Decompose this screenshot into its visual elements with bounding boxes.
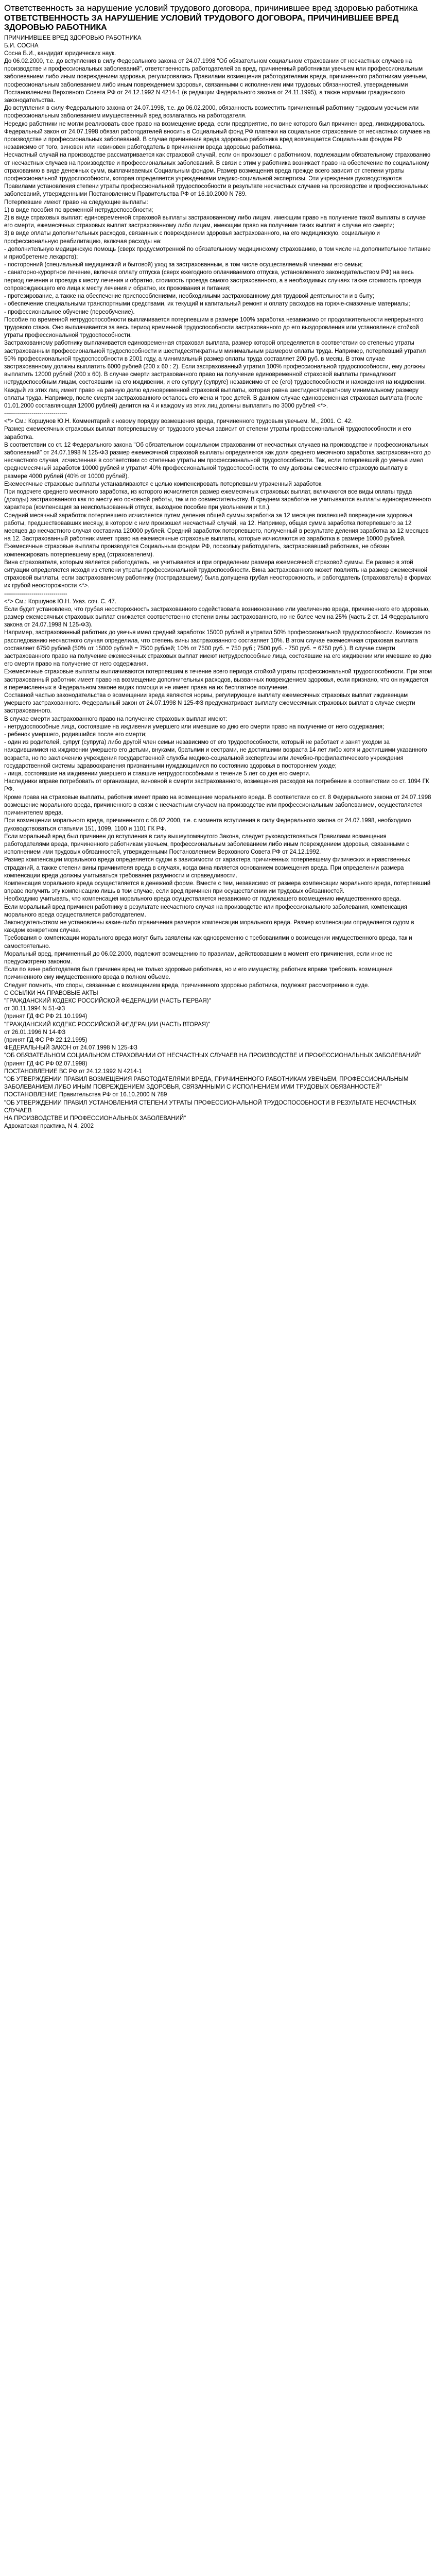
paragraph: Размер ежемесячных страховых выплат потерпевшему от трудового увечья зависит от степени утраты профессиональной трудоспособности и его заработка.	[4, 426, 411, 440]
paragraph: Пособие по временной нетрудоспособности выплачивается потерпевшим в размере 100% заработка независимо от продолжительности непрерывного трудового стажа. Оно выплачивается за весь период временной трудоспособности застрахованного до его выздоровления или установления стойкой утраты профессиональной трудоспособности.	[4, 316, 424, 339]
article-body	[4, 58, 432, 410]
paragraph: 1) в виде пособия по временной нетрудоспособности;	[4, 207, 153, 213]
paragraph: Потерпевшие имеют право на следующие выплаты:	[4, 199, 148, 206]
paragraph: Размер компенсации морального вреда определяется судом в зависимости от характера причиненных потерпевшему физических и нравственных страданий, а также степени вины причинителя вреда в случаях, когда вина является основанием возмещения вреда. При определении размера компенсации вреда должны учитываться требования разумности и справедливости.	[4, 857, 410, 879]
law-reference: "ОБ ОБЯЗАТЕЛЬНОМ СОЦИАЛЬНОМ СТРАХОВАНИИ ОТ НЕСЧАСТНЫХ СЛУЧАЕВ НА ПРОИЗВОДСТВЕ И ПРОФЕССИОНАЛЬНЫХ ЗАБОЛЕВАНИЙ"	[4, 1053, 421, 1059]
paragraph: - санаторно-курортное лечение, включая оплату отпуска (сверх ежегодного оплачиваемого отпуска, установленного законодательством РФ) на весь период лечения и проезда к месту лечения и обратно, стоимость проезда самого застрахованного, а в необходимых случаях также стоимость проезда сопровождающего его лица к месту лечения и обратно, их проживания и питания;	[4, 269, 422, 292]
author-line: Сосна Б.И., кандидат юридических наук.	[4, 50, 116, 57]
paragraph: - профессиональное обучение (переобучение).	[4, 309, 135, 315]
paragraph: Требования о компенсации морального вреда могут быть заявлены как одновременно с требованиями о возмещении имущественного вреда, так и самостоятельно.	[4, 935, 412, 950]
paragraph: До вступления в силу Федерального закона от 24.07.1998, т.е. до 06.02.2000, обязанность возместить причиненный работнику трудовым увечьем или профессиональным заболеванием имущественный вред возлагалась на работодателя.	[4, 105, 419, 120]
law-reference: ПОСТАНОВЛЕНИЕ ВС РФ от 24.12.1992 N 4214-1	[4, 1068, 142, 1075]
article-title: ОТВЕТСТВЕННОСТЬ ЗА НАРУШЕНИЕ УСЛОВИЙ ТРУДОВОГО ДОГОВОРА, ПРИЧИНИВШЕЕ ВРЕД ЗДОРОВЬЮ РАБОТНИКА	[4, 14, 399, 32]
paragraph: Следует помнить, что споры, связанные с возмещением вреда, причиненного здоровью работника, подлежат рассмотрению в суде.	[4, 982, 370, 989]
law-reference: (принят ГД ФС РФ 21.10.1994)	[4, 1013, 88, 1020]
paragraph: Вина страхователя, которым является работодатель, не учитывается и при определении размера ежемесячной страховой суммы. Ее размер в этой ситуации определяется исходя из степени утраты профессиональной трудоспособности. Вина застрахованного может повлиять на размер ежемесячной страховой выплаты, если застрахованному работнику (пострадавшему) была допущена грубая неосторожность, и работодатель (страхователь) в формах их грубой неосторожности <*>.	[4, 559, 431, 589]
law-reference: ФЕДЕРАЛЬНЫЙ ЗАКОН от 24.07.1998 N 125-ФЗ	[4, 1045, 137, 1052]
paragraph: Наследники вправе потребовать от организации, виновной в смерти застрахованного, возмещения расходов на погребение в соответствии со ст. 1094 ГК РФ.	[4, 778, 429, 793]
paragraph: С ССЫЛКИ НА ПРАВОВЫЕ АКТЫ	[4, 990, 98, 996]
paragraph: До 06.02.2000, т.е. до вступления в силу Федерального закона от 24.07.1998 "Об обязательном социальном страховании от несчастных случаев на производстве и профессиональных заболеваний", ответственность работодателей за вред, причиненный работникам увечьем или профессиональным заболеванием либо иным повреждением здоровья, регулировалась Правилами возмещения работодателями вреда, причиненного работникам увечьем, профессиональным заболеванием либо иным повреждением здоровья, связанными с исполнением ими трудовых обязанностей, утвержденными Постановлением Верховного Совета РФ от 24.12.1992 N 4214-1 (в редакции Федерального закона от 24.11.1995), а также нормами гражданского законодательства.	[4, 58, 428, 104]
footnote: <*> См.: Коршунов Ю.Н. Комментарий к новому порядку возмещения вреда, причиненного трудовым увечьем. М., 2001. С. 42.	[4, 418, 353, 425]
author-block	[4, 35, 432, 58]
footnote-separator: --------------------------------	[4, 590, 67, 597]
paragraph: В случае смерти застрахованного право на получение страховых выплат имеют:	[4, 716, 228, 722]
author-line: ПРИЧИНИВШЕЕ ВРЕД ЗДОРОВЬЮ РАБОТНИКА	[4, 35, 142, 41]
paragraph: Законодательством не установлены какие-либо ограничения размеров компенсации морального вреда. Размер компенсации определяется судом в каждом конкретном случае.	[4, 919, 414, 934]
paragraph: В соответствии со ст. 12 Федерального закона "Об обязательном социальном страховании от несчастных случаев на производстве и профессиональных заболеваний" от 24.07.1998 N 125-ФЗ размер ежемесячной страховой выплаты определяется как доля среднего месячного заработка застрахованного до несчастного случая, исчисленная в соответствии со степенью утраты им профессиональной трудоспособности. Так, если потерпевший до увечья имел среднемесячный заработок 10000 рублей и утратил 40% профессиональной трудоспособности, то ему должны ежемесячно страховую выплату в размере 4000 рублей (40% от 10000 рублей).	[4, 442, 431, 480]
author-line: Б.И. СОСНА	[4, 43, 39, 49]
paragraph: - дополнительную медицинскую помощь (сверх предусмотренной по обязательному медицинскому страхованию, в том числе на дополнительное питание и приобретение лекарств);	[4, 246, 431, 261]
law-reference: Адвокатская практика, N 4, 2002	[4, 1123, 94, 1130]
law-reference: "ГРАЖДАНСКИЙ КОДЕКС РОССИЙСКОЙ ФЕДЕРАЦИИ (ЧАСТЬ ВТОРАЯ)"	[4, 1021, 210, 1028]
paragraph: Компенсация морального вреда осуществляется в денежной форме. Вместе с тем, независимо от размера компенсации морального вреда, потерпевший вправе получить эту компенсацию лишь в том случае, если вред причинен при осуществлении им трудовых обязанностей.	[4, 880, 431, 895]
paragraph: Средний месячный заработок потерпевшего исчисляется путем деления общей суммы заработка за 12 месяцев повлекшей повреждение здоровья работы, предшествовавших месяцу, в котором с ним произошел несчастный случай, на 12. Например, общая сумма заработка потерпевшего за 12 месяцев до несчастного случая составила 120000 рублей. Средний заработок потерпевшего, полученный в результате деления заработка за 12 месяцев на 12. Застрахованный работник имеет право на ежемесячные страховые выплаты, которые исчисляются из заработка в размере 10000 рублей. Ежемесячные страховые выплаты производятся Социальным фондом РФ, поскольку работодатель, застраховавший работника, не обязан компенсировать потерпевшему вред (страхователем).	[4, 512, 429, 558]
law-reference: ПОСТАНОВЛЕНИЕ Правительства РФ от 16.10.2000 N 789	[4, 1092, 167, 1098]
paragraph: Застрахованному работнику выплачивается единовременная страховая выплата, размер которой определяется в соответствии со степенью утраты застрахованным профессиональной трудоспособности и шестидесятикратным минимальным размером оплаты труда. Например, потерпевший утратил 50% профессиональной трудоспособности в 2001 году, а минимальный размер оплаты труда составляет 200 руб. в месяц. В этом случае застрахованному должны выплатить 6000 рублей (200 x 60 : 2). Если застрахованный утратил 100% профессиональной трудоспособности, ему должны выплатить 12000 рублей (200 x 60). В случае смерти застрахованного право на получение единовременной страховой выплаты принадлежит нетрудоспособным лицам, состоявшим на его иждивении, и его супругу (супруге) независимо от ее (его) трудоспособности и нахождения на иждивении. Каждый из этих лиц имеет право на равную долю единовременной страховой выплаты, которая равна шестидесятикратному минимальному размеру оплаты труда. Например, после смерти застрахованного осталось его жена и трое детей. В данном случае единовременная страховая выплата (после 01.01.2000 составляющая 12000 рублей) делится на 4 и каждому из этих лиц должны выплатить по 3000 рублей <*>.	[4, 340, 426, 409]
paragraph: - ребенок умершего, родившийся после его смерти;	[4, 732, 147, 738]
article-body-final	[4, 606, 432, 997]
paragraph: Нередко работники не могли реализовать свое право на возмещение вреда, если предприятие, по вине которого был причинен вред, ликвидировалось. Федеральный закон от 24.07.1998 обязал работодателей вносить в Социальный фонд РФ платежи на социальное страхование от несчастных случаев на производстве и профессиональных заболеваний. В случае причинения вреда здоровью работника вред возмещается Социальным фондом РФ независимо от того, виновен или невиновен работодатель в причинении вреда здоровью работника.	[4, 121, 430, 151]
article-body-continued	[4, 426, 432, 590]
paragraph: - обеспечение специальными транспортными средствами, их текущий и капитальный ремонт и оплату расходов на горюче-смазочные материалы;	[4, 301, 410, 308]
law-reference: "ГРАЖДАНСКИЙ КОДЕКС РОССИЙСКОЙ ФЕДЕРАЦИИ (ЧАСТЬ ПЕРВАЯ)"	[4, 997, 211, 1004]
paragraph: Если будет установлено, что грубая неосторожность застрахованного содействовала возникновению или увеличению вреда, причиненного его здоровью, размер ежемесячных страховых выплат снижается соответственно степени вины застрахованного, но не более чем на 25% (часть 2 ст. 14 Федерального закона от 24.07.1998 N 125-ФЗ).	[4, 606, 430, 629]
law-reference: НА ПРОИЗВОДСТВЕ И ПРОФЕССИОНАЛЬНЫХ ЗАБОЛЕВАНИЙ"	[4, 1115, 186, 1122]
paragraph: Если по вине работодателя был причинен вред не только здоровью работника, но и его имуществу, работник вправе требовать возмещения причиненного ему имущественного вреда в полном объеме.	[4, 967, 393, 981]
page-title: Ответственность за нарушение условий трудового договора, причинившее вред здоровью работника	[4, 3, 418, 13]
footnote: <*> См.: Коршунов Ю.Н. Указ. соч. С. 47.	[4, 598, 117, 605]
paragraph: При подсчете среднего месячного заработка, из которого исчисляется размер ежемесячных страховых выплат, включаются все виды оплаты труда (доходы) застрахованного как по месту его основной работы, так и по совместительству. В среднем заработке не учитываются выплаты единовременного характера (компенсация за неиспользованный отпуск, выходное пособие при увольнении и т.п.).	[4, 488, 431, 511]
law-reference: (принят ГД ФС РФ 22.12.1995)	[4, 1037, 88, 1043]
footnote-separator: --------------------------------	[4, 411, 67, 417]
law-reference: (принят ГД ФС РФ 02.07.1998)	[4, 1060, 88, 1067]
paragraph: - лица, состоявшие на иждивении умершего и ставшие нетрудоспособными в течение 5 лет со дня его смерти.	[4, 771, 311, 777]
law-reference: от 30.11.1994 N 51-ФЗ	[4, 1006, 65, 1012]
paragraph: - протезирование, а также на обеспечение приспособлениями, необходимыми застрахованному для трудовой деятельности и в быту;	[4, 293, 374, 300]
law-reference: от 26.01.1996 N 14-ФЗ	[4, 1029, 66, 1036]
paragraph: Ежемесячные страховые выплаты устанавливаются с целью компенсировать потерпевшим утраченный заработок.	[4, 481, 323, 487]
paragraph: Если моральный вред был причинен до вступления в силу вышеупомянутого Закона, следует руководствоваться Правилами возмещения работодателями вреда, причиненного работникам увечьем, профессиональным заболеванием либо иным повреждением здоровья, связанными с исполнением ими трудовых обязанностей, утвержденными Постановлением Верховного Совета РФ от 24.12.1992.	[4, 833, 409, 856]
document	[0, 0, 436, 1137]
paragraph: Необходимо учитывать, что компенсация морального вреда осуществляется независимо от подлежащего возмещению имущественного вреда.	[4, 896, 402, 903]
paragraph: Кроме права на страховые выплаты, работник имеет право на возмещение морального вреда. В соответствии со ст. 8 Федерального закона от 24.07.1998 возмещение морального вреда, причиненного в связи с несчастным случаем на производстве или профессиональным заболеванием, осуществляется причинителем вреда.	[4, 794, 431, 817]
paragraph: Составной частью законодательства о возмещении вреда являются нормы, регулирующие выплату ежемесячных страховых выплат иждивенцам умершего застрахованного. Федеральный закон от 24.07.1998 N 125-ФЗ предусматривает выплату ежемесячных страховых выплат в случае смерти застрахованного.	[4, 692, 415, 715]
law-reference: "ОБ УТВЕРЖДЕНИИ ПРАВИЛ УСТАНОВЛЕНИЯ СТЕПЕНИ УТРАТЫ ПРОФЕССИОНАЛЬНОЙ ТРУДОСПОСОБНОСТИ В РЕЗУЛЬТАТЕ НЕСЧАСТНЫХ СЛУЧАЕВ	[4, 1099, 416, 1114]
paragraph: - один из родителей, супруг (супруга) либо другой член семьи независимо от его трудоспособности, который не работает и занят уходом за находившимися на иждивении умершего его детьми, внуками, братьями и сестрами, не достигшими возраста 14 лет либо хотя и достигшими указанного возраста, но по заключению учреждения государственной службы медико-социальной экспертизы или лечебно-профилактического учреждения государственной системы здравоохранения признанными нуждающимися по состоянию здоровья в постороннем уходе;	[4, 739, 427, 769]
paragraph: 2) в виде страховых выплат: единовременной страховой выплаты застрахованному либо лицам, имеющим право на получение такой выплаты в случае его смерти, ежемесячных страховых выплат застрахованному либо лицам, имеющим право на получение таких выплат в случае его смерти;	[4, 215, 426, 229]
paragraph: Моральный вред, причиненный до 06.02.2000, подлежит возмещению по правилам, действовавшим в момент его причинения, если иное не предусмотрено законом.	[4, 951, 393, 965]
paragraph: - посторонний (специальный медицинский и бытовой) уход за застрахованным, в том числе осуществляемый членами его семьи;	[4, 262, 363, 268]
paragraph: Если моральный вред причинен работнику в результате несчастного случая на производстве или профессионального заболевания, компенсация морального вреда осуществляется работодателем.	[4, 904, 407, 918]
paragraph: Несчастный случай на производстве рассматривается как страховой случай, если он произошел с работником, подлежащим обязательному страхованию от несчастных случаев на производстве и профессиональных заболеваний. В связи с этим у работника возникает право на обеспечение по социальному страхованию в виде денежных сумм, выплачиваемых Социальным фондом. Размер возмещения вреда прежде всего зависит от степени утраты профессиональной трудоспособности, которая определяется учреждениями медико-социальной экспертизы. Эти учреждения руководствуются Правилами установления степени утраты профессиональной трудоспособности в результате несчастных случаев на производстве и профессиональных заболеваний, утвержденными Постановлением Правительства РФ от 16.10.2000 N 789.	[4, 152, 431, 198]
paragraph: Например, застрахованный работник до увечья имел средний заработок 15000 рублей и утратил 50% профессиональной трудоспособности. Комиссия по расследованию несчастного случая определила, что степень вины застрахованного составляет 10%. В этом случае ежемесячная страховая выплата составляет 6750 рублей (50% от 15000 рублей = 7500 рублей; 10% от 7500 руб. = 750 руб.; 7500 руб. - 750 руб. = 6750 руб.). В случае смерти застрахованного право на получение ежемесячных страховых выплат имеют нетрудоспособные лица, состоявшие на его иждивении или имевшие ко дню его смерти право на получение от него содержания.	[4, 630, 432, 668]
legal-references	[4, 997, 432, 1130]
law-reference: "ОБ УТВЕРЖДЕНИИ ПРАВИЛ ВОЗМЕЩЕНИЯ РАБОТОДАТЕЛЯМИ ВРЕДА, ПРИЧИНЕННОГО РАБОТНИКАМ УВЕЧЬЕМ, ПРОФЕССИОНАЛЬНЫМ ЗАБОЛЕВАНИЕМ ЛИБО ИНЫМ ПОВРЕЖДЕНИЕМ ЗДОРОВЬЯ, СВЯЗАННЫМИ С ИСПОЛНЕНИЕМ ИМИ ТРУДОВЫХ ОБЯЗАННОСТЕЙ"	[4, 1076, 409, 1091]
paragraph: - нетрудоспособные лица, состоявшие на иждивении умершего или имевшие ко дню его смерти право на получение от него содержания;	[4, 723, 385, 730]
paragraph: 3) в виде оплаты дополнительных расходов, связанных с повреждением здоровья застрахованного, на его медицинскую, социальную и профессиональную реабилитацию, включая расходы на:	[4, 230, 380, 245]
paragraph: Ежемесячные страховые выплаты выплачиваются потерпевшим в течение всего периода стойкой утраты профессиональной трудоспособности. При этом застрахованный работник имеет право на возмещение дополнительных расходов, вызванных повреждением здоровья, если признано, что он нуждается в перечисленных в Федеральном законе видах помощи и не имеет права на их бесплатное получение.	[4, 669, 432, 691]
paragraph: При возмещении морального вреда, причиненного с 06.02.2000, т.е. с момента вступления в силу Федерального закона от 24.07.1998, необходимо руководствоваться статьями 151, 1099, 1100 и 1101 ГК РФ.	[4, 818, 411, 832]
